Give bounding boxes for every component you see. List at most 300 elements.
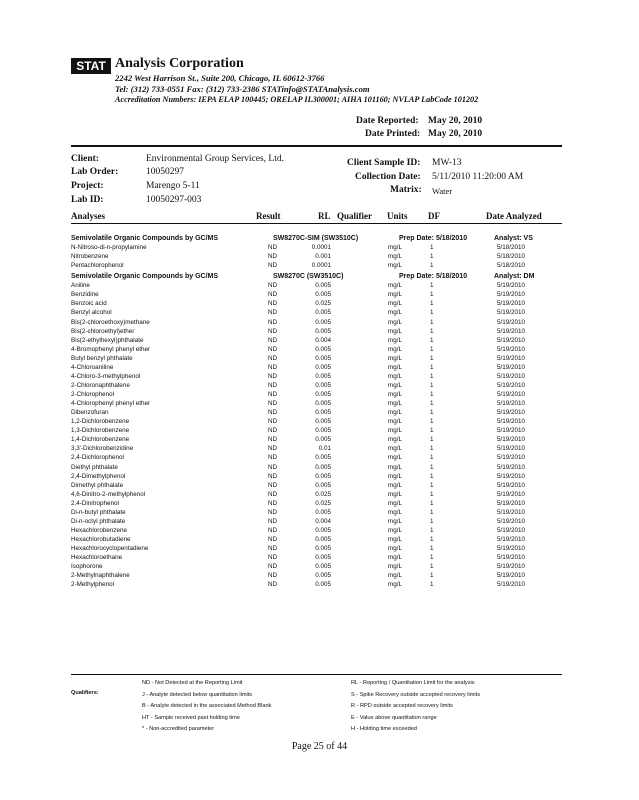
date-analyzed-value: 5/19/2010 bbox=[497, 381, 526, 389]
rl-value: 0.005 bbox=[315, 472, 331, 480]
section-analyst: Analyst: DM bbox=[494, 273, 535, 281]
analyte-name: 2-Chlorophenol bbox=[71, 391, 115, 399]
rl-value: 0.005 bbox=[315, 581, 331, 589]
units-value: mg/L bbox=[388, 262, 402, 270]
qualifier-legend-item: E - Value above quantitation range bbox=[351, 714, 437, 721]
section-analyst: Analyst: VS bbox=[494, 235, 533, 242]
rl-value: 0.001 bbox=[315, 253, 331, 261]
table-row bbox=[0, 490, 639, 499]
date-analyzed-value: 5/19/2010 bbox=[497, 526, 526, 534]
units-value: mg/L bbox=[388, 472, 402, 480]
date-analyzed-value: 5/19/2010 bbox=[497, 517, 526, 525]
df-value: 1 bbox=[430, 563, 434, 571]
section-name: Semivolatile Organic Compounds by GC/MS bbox=[71, 273, 219, 281]
col-analyses: Analyses bbox=[71, 211, 106, 221]
result-value: ND bbox=[268, 318, 278, 326]
df-value: 1 bbox=[430, 499, 434, 507]
col-rl: RL bbox=[318, 211, 331, 221]
df-value: 1 bbox=[430, 535, 434, 543]
table-row bbox=[0, 508, 639, 517]
df-value: 1 bbox=[430, 481, 434, 489]
stat-logo: STAT bbox=[71, 58, 111, 74]
analyte-name: 4-Chlorophenyl phenyl ether bbox=[71, 400, 151, 408]
result-value: ND bbox=[268, 244, 278, 252]
rl-value: 0.004 bbox=[315, 517, 331, 525]
analyte-name: 2,4-Dinitrophenol bbox=[71, 499, 119, 507]
qualifier-legend-item: ND - Not Detected at the Reporting Limit bbox=[142, 680, 243, 686]
analyte-name: Hexachlorobenzene bbox=[71, 526, 128, 534]
client-sample-id-value: MW-13 bbox=[432, 158, 462, 168]
date-analyzed-value: 5/19/2010 bbox=[497, 581, 526, 589]
analyte-name: Bis(2-chloroethoxy)methane bbox=[71, 318, 150, 326]
table-row bbox=[0, 281, 639, 290]
table-row bbox=[0, 417, 639, 426]
df-value: 1 bbox=[430, 372, 434, 380]
units-value: mg/L bbox=[388, 318, 402, 326]
analyte-name: Aniline bbox=[71, 282, 90, 290]
df-value: 1 bbox=[430, 463, 434, 471]
result-value: ND bbox=[268, 409, 278, 417]
analyte-name: Pentachlorophenol bbox=[71, 262, 124, 270]
table-row bbox=[0, 463, 639, 472]
rl-value: 0.005 bbox=[315, 309, 331, 317]
units-value: mg/L bbox=[388, 481, 402, 489]
table-row bbox=[0, 345, 639, 354]
df-value: 1 bbox=[430, 354, 434, 362]
result-value: ND bbox=[268, 554, 278, 562]
rl-value: 0.005 bbox=[315, 363, 331, 371]
table-row bbox=[0, 535, 639, 544]
rl-value: 0.005 bbox=[315, 345, 331, 353]
analyte-name: Benzoic acid bbox=[71, 300, 107, 308]
units-value: mg/L bbox=[388, 436, 402, 444]
qualifier-legend-item: R - RPD outside accepted recovery limits bbox=[351, 703, 453, 709]
result-value: ND bbox=[268, 572, 278, 580]
qualifier-legend-item: S - Spike Recovery outside accepted recovery limits bbox=[351, 691, 481, 698]
df-value: 1 bbox=[430, 445, 434, 453]
company-address: 2242 West Harrison St., Suite 200, Chicago, IL 60612-3766 bbox=[115, 73, 325, 83]
rl-value: 0.005 bbox=[315, 409, 331, 417]
df-value: 1 bbox=[430, 253, 434, 261]
rl-value: 0.005 bbox=[315, 563, 331, 571]
accreditation-numbers: Accreditation Numbers: IEPA ELAP 100445; ORELAP IL300001; AIHA 101160; NVLAP LabCode 101202 bbox=[115, 95, 479, 104]
analyte-name: 4-Chloro-3-methylphenol bbox=[71, 372, 141, 380]
units-value: mg/L bbox=[388, 327, 402, 335]
df-value: 1 bbox=[430, 418, 434, 426]
rl-value: 0.005 bbox=[315, 282, 331, 290]
date-printed-value: May 20, 2010 bbox=[428, 129, 483, 139]
rl-value: 0.005 bbox=[315, 400, 331, 408]
table-row bbox=[0, 426, 639, 435]
date-reported-label: Date Reported: bbox=[356, 116, 419, 126]
df-value: 1 bbox=[430, 345, 434, 353]
date-analyzed-value: 5/19/2010 bbox=[497, 372, 526, 380]
table-row bbox=[0, 290, 639, 299]
result-value: ND bbox=[268, 262, 278, 270]
rl-value: 0.005 bbox=[315, 454, 331, 462]
units-value: mg/L bbox=[388, 572, 402, 580]
result-value: ND bbox=[268, 391, 278, 399]
client-sample-id-label: Client Sample ID: bbox=[347, 158, 421, 168]
df-value: 1 bbox=[430, 327, 434, 335]
section-name: Semivolatile Organic Compounds by GC/MS bbox=[71, 235, 219, 242]
qualifier-legend-item: * - Non-accredited parameter bbox=[142, 726, 215, 732]
df-value: 1 bbox=[430, 436, 434, 444]
col-df: DF bbox=[428, 211, 440, 221]
units-value: mg/L bbox=[388, 445, 402, 453]
df-value: 1 bbox=[430, 581, 434, 589]
analyte-name: Isophorone bbox=[71, 563, 103, 571]
units-value: mg/L bbox=[388, 581, 402, 589]
section-prep-date: Prep Date: 5/18/2010 bbox=[399, 273, 468, 281]
section-method: SW8270C (SW3510C) bbox=[273, 273, 344, 281]
result-value: ND bbox=[268, 545, 278, 553]
df-value: 1 bbox=[430, 490, 434, 498]
table-row bbox=[0, 481, 639, 490]
table-row bbox=[0, 453, 639, 462]
table-row bbox=[0, 354, 639, 363]
units-value: mg/L bbox=[388, 381, 402, 389]
df-value: 1 bbox=[430, 318, 434, 326]
units-value: mg/L bbox=[388, 291, 402, 299]
df-value: 1 bbox=[430, 454, 434, 462]
result-value: ND bbox=[268, 472, 278, 480]
rl-value: 0.005 bbox=[315, 427, 331, 435]
result-value: ND bbox=[268, 309, 278, 317]
rl-value: 0.005 bbox=[315, 391, 331, 399]
date-analyzed-value: 5/19/2010 bbox=[497, 554, 526, 562]
result-value: ND bbox=[268, 354, 278, 362]
result-value: ND bbox=[268, 291, 278, 299]
header-divider bbox=[71, 145, 562, 147]
qualifier-legend-item: J - Analyte detected below quantitation limits bbox=[142, 691, 253, 698]
date-analyzed-value: 5/19/2010 bbox=[497, 463, 526, 471]
units-value: mg/L bbox=[388, 345, 402, 353]
rl-value: 0.005 bbox=[315, 372, 331, 380]
table-row bbox=[0, 308, 639, 317]
project-value: Marengo 5-11 bbox=[146, 181, 200, 191]
result-value: ND bbox=[268, 563, 278, 571]
rl-value: 0.025 bbox=[315, 490, 331, 498]
section-header bbox=[0, 234, 639, 243]
date-analyzed-value: 5/19/2010 bbox=[497, 481, 526, 489]
units-value: mg/L bbox=[388, 409, 402, 417]
date-analyzed-value: 5/19/2010 bbox=[497, 400, 526, 408]
table-row bbox=[0, 571, 639, 580]
units-value: mg/L bbox=[388, 363, 402, 371]
table-row bbox=[0, 399, 639, 408]
date-analyzed-value: 5/19/2010 bbox=[497, 363, 526, 371]
df-value: 1 bbox=[430, 545, 434, 553]
rl-value: 0.005 bbox=[315, 554, 331, 562]
analyte-name: Hexachlorocyclopentadiene bbox=[71, 545, 149, 553]
result-value: ND bbox=[268, 508, 278, 516]
table-row bbox=[0, 336, 639, 345]
analyte-name: Benzyl alcohol bbox=[71, 309, 112, 317]
df-value: 1 bbox=[430, 381, 434, 389]
date-analyzed-value: 5/19/2010 bbox=[497, 327, 526, 335]
units-value: mg/L bbox=[388, 391, 402, 399]
rl-value: 0.005 bbox=[315, 318, 331, 326]
table-row bbox=[0, 243, 639, 252]
units-value: mg/L bbox=[388, 309, 402, 317]
units-value: mg/L bbox=[388, 454, 402, 462]
units-value: mg/L bbox=[388, 545, 402, 553]
project-label: Project: bbox=[71, 181, 104, 191]
qualifier-legend-item: B - Analyte detected in the associated Method Blank bbox=[142, 703, 272, 709]
analyte-name: 2-Methylnaphthalene bbox=[71, 572, 130, 580]
rl-value: 0.005 bbox=[315, 327, 331, 335]
rl-value: 0.005 bbox=[315, 463, 331, 471]
result-value: ND bbox=[268, 581, 278, 589]
table-row bbox=[0, 390, 639, 399]
units-value: mg/L bbox=[388, 563, 402, 571]
matrix-value: Water bbox=[432, 186, 453, 196]
units-value: mg/L bbox=[388, 526, 402, 534]
column-header-divider bbox=[71, 223, 562, 224]
section-prep-date: Prep Date: 5/18/2010 bbox=[399, 235, 468, 242]
date-analyzed-value: 5/19/2010 bbox=[497, 336, 526, 344]
date-analyzed-value: 5/18/2010 bbox=[497, 262, 526, 270]
col-units: Units bbox=[387, 211, 408, 221]
table-row bbox=[0, 472, 639, 481]
result-value: ND bbox=[268, 427, 278, 435]
date-analyzed-value: 5/19/2010 bbox=[497, 563, 526, 571]
df-value: 1 bbox=[430, 572, 434, 580]
date-analyzed-value: 5/19/2010 bbox=[497, 318, 526, 326]
analyte-name: 2-Chloronaphthalene bbox=[71, 381, 130, 389]
analyte-name: 2,4-Dimethylphenol bbox=[71, 472, 126, 480]
table-row bbox=[0, 526, 639, 535]
client-value: Environmental Group Services, Ltd. bbox=[146, 154, 284, 164]
result-value: ND bbox=[268, 381, 278, 389]
df-value: 1 bbox=[430, 282, 434, 290]
df-value: 1 bbox=[430, 526, 434, 534]
result-value: ND bbox=[268, 327, 278, 335]
units-value: mg/L bbox=[388, 400, 402, 408]
col-date-analyzed: Date Analyzed bbox=[486, 211, 542, 221]
units-value: mg/L bbox=[388, 300, 402, 308]
result-value: ND bbox=[268, 418, 278, 426]
date-printed-label: Date Printed: bbox=[365, 129, 421, 139]
result-value: ND bbox=[268, 490, 278, 498]
analyte-name: Nitrobenzene bbox=[71, 253, 109, 261]
units-value: mg/L bbox=[388, 354, 402, 362]
page-number: Page 25 of 44 bbox=[291, 741, 348, 752]
result-value: ND bbox=[268, 345, 278, 353]
analyte-name: 1,2-Dichlorobenzene bbox=[71, 418, 130, 426]
collection-date-value: 5/11/2010 11:20:00 AM bbox=[432, 172, 524, 182]
date-analyzed-value: 5/19/2010 bbox=[497, 409, 526, 417]
table-row bbox=[0, 517, 639, 526]
units-value: mg/L bbox=[388, 463, 402, 471]
rl-value: 0.005 bbox=[315, 291, 331, 299]
analyte-name: Hexachloroethane bbox=[71, 554, 123, 562]
rl-value: 0.01 bbox=[318, 445, 331, 453]
df-value: 1 bbox=[430, 300, 434, 308]
date-analyzed-value: 5/19/2010 bbox=[497, 490, 526, 498]
date-analyzed-value: 5/19/2010 bbox=[497, 472, 526, 480]
result-value: ND bbox=[268, 535, 278, 543]
analyte-name: 2-Methylphenol bbox=[71, 581, 115, 589]
lab-id-label: Lab ID: bbox=[71, 195, 104, 205]
analyte-name: Bis(2-chloroethyl)ether bbox=[71, 327, 135, 335]
result-value: ND bbox=[268, 336, 278, 344]
units-value: mg/L bbox=[388, 336, 402, 344]
analyte-name: Hexachlorobutadiene bbox=[71, 535, 131, 543]
result-value: ND bbox=[268, 481, 278, 489]
date-analyzed-value: 5/19/2010 bbox=[497, 354, 526, 362]
result-value: ND bbox=[268, 363, 278, 371]
units-value: mg/L bbox=[388, 499, 402, 507]
df-value: 1 bbox=[430, 409, 434, 417]
lab-id-value: 10050297-003 bbox=[146, 195, 202, 205]
table-row bbox=[0, 327, 639, 336]
date-analyzed-value: 5/19/2010 bbox=[497, 454, 526, 462]
df-value: 1 bbox=[430, 244, 434, 252]
lab-order-value: 10050297 bbox=[146, 167, 184, 177]
collection-date-label: Collection Date: bbox=[355, 172, 421, 182]
result-value: ND bbox=[268, 517, 278, 525]
df-value: 1 bbox=[430, 472, 434, 480]
df-value: 1 bbox=[430, 363, 434, 371]
result-value: ND bbox=[268, 372, 278, 380]
result-value: ND bbox=[268, 300, 278, 308]
client-label: Client: bbox=[71, 154, 99, 164]
date-analyzed-value: 5/19/2010 bbox=[497, 345, 526, 353]
units-value: mg/L bbox=[388, 372, 402, 380]
df-value: 1 bbox=[430, 554, 434, 562]
rl-value: 0.005 bbox=[315, 436, 331, 444]
rl-value: 0.005 bbox=[315, 526, 331, 534]
rl-value: 0.005 bbox=[315, 481, 331, 489]
table-row bbox=[0, 544, 639, 553]
date-analyzed-value: 5/19/2010 bbox=[497, 427, 526, 435]
analyte-name: Dimethyl phthalate bbox=[71, 481, 124, 489]
col-result: Result bbox=[256, 211, 281, 221]
table-row bbox=[0, 381, 639, 390]
analyte-name: Benzidine bbox=[71, 291, 99, 299]
company-name: Analysis Corporation bbox=[115, 56, 244, 71]
date-analyzed-value: 5/19/2010 bbox=[497, 499, 526, 507]
table-row bbox=[0, 261, 639, 270]
analyte-name: Butyl benzyl phthalate bbox=[71, 354, 133, 362]
analyte-name: 2,4-Dichlorophenol bbox=[71, 454, 124, 462]
units-value: mg/L bbox=[388, 535, 402, 543]
rl-value: 0.0001 bbox=[311, 262, 331, 270]
rl-value: 0.0001 bbox=[311, 244, 331, 252]
df-value: 1 bbox=[430, 262, 434, 270]
units-value: mg/L bbox=[388, 427, 402, 435]
lab-order-label: Lab Order: bbox=[71, 167, 119, 177]
table-row bbox=[0, 318, 639, 327]
analyte-name: 4,6-Dinitro-2-methylphenol bbox=[71, 490, 146, 498]
units-value: mg/L bbox=[388, 282, 402, 290]
df-value: 1 bbox=[430, 336, 434, 344]
result-value: ND bbox=[268, 436, 278, 444]
section-header bbox=[0, 272, 639, 281]
units-value: mg/L bbox=[388, 517, 402, 525]
df-value: 1 bbox=[430, 508, 434, 516]
date-analyzed-value: 5/19/2010 bbox=[497, 418, 526, 426]
analyte-name: 1,3-Dichlorobenzene bbox=[71, 427, 130, 435]
company-contact: Tel: (312) 733-0551 Fax: (312) 733-2386 STATinfo@STATAnalysis.com bbox=[115, 84, 370, 94]
date-analyzed-value: 5/19/2010 bbox=[497, 545, 526, 553]
qualifiers-label: Qualifiers: bbox=[71, 690, 99, 696]
analyte-name: Di-n-octyl phthalate bbox=[71, 517, 126, 525]
df-value: 1 bbox=[430, 517, 434, 525]
date-analyzed-value: 5/18/2010 bbox=[497, 253, 526, 261]
units-value: mg/L bbox=[388, 253, 402, 261]
df-value: 1 bbox=[430, 309, 434, 317]
result-value: ND bbox=[268, 253, 278, 261]
table-row bbox=[0, 562, 639, 571]
date-reported-value: May 20, 2010 bbox=[428, 116, 483, 126]
rl-value: 0.004 bbox=[315, 336, 331, 344]
result-value: ND bbox=[268, 282, 278, 290]
analyte-name: 4-Chloroaniline bbox=[71, 363, 114, 371]
result-value: ND bbox=[268, 400, 278, 408]
analyte-name: Dibenzofuran bbox=[71, 409, 109, 417]
rl-value: 0.025 bbox=[315, 499, 331, 507]
result-value: ND bbox=[268, 454, 278, 462]
units-value: mg/L bbox=[388, 508, 402, 516]
qualifier-legend-item: H - Holding time exceeded bbox=[351, 726, 417, 732]
date-analyzed-value: 5/19/2010 bbox=[497, 436, 526, 444]
result-value: ND bbox=[268, 526, 278, 534]
table-row bbox=[0, 444, 639, 453]
rl-value: 0.025 bbox=[315, 300, 331, 308]
analyte-name: Bis(2-ethylhexyl)phthalate bbox=[71, 336, 144, 344]
result-value: ND bbox=[268, 463, 278, 471]
date-analyzed-value: 5/19/2010 bbox=[497, 445, 526, 453]
rl-value: 0.005 bbox=[315, 381, 331, 389]
matrix-label: Matrix: bbox=[390, 185, 422, 195]
table-row bbox=[0, 499, 639, 508]
qualifier-legend-item: RL - Reporting / Quantitation Limit for the analysis bbox=[351, 680, 475, 686]
qualifier-legend-item: HT - Sample received past holding time bbox=[142, 714, 240, 721]
rl-value: 0.005 bbox=[315, 354, 331, 362]
analyte-name: Di-n-butyl phthalate bbox=[71, 508, 126, 516]
analyte-name: 4-Bromophenyl phenyl ether bbox=[71, 345, 151, 353]
date-analyzed-value: 5/19/2010 bbox=[497, 282, 526, 290]
result-value: ND bbox=[268, 445, 278, 453]
rl-value: 0.005 bbox=[315, 535, 331, 543]
date-analyzed-value: 5/19/2010 bbox=[497, 535, 526, 543]
analyte-name: Diethyl phthalate bbox=[71, 463, 118, 471]
df-value: 1 bbox=[430, 391, 434, 399]
analyte-name: 1,4-Dichlorobenzene bbox=[71, 436, 130, 444]
table-row bbox=[0, 408, 639, 417]
date-analyzed-value: 5/19/2010 bbox=[497, 291, 526, 299]
date-analyzed-value: 5/19/2010 bbox=[497, 309, 526, 317]
analyte-name: 3,3'-Dichlorobenzidine bbox=[71, 445, 134, 453]
analyte-name: N-Nitroso-di-n-propylamine bbox=[71, 244, 147, 252]
result-value: ND bbox=[268, 499, 278, 507]
table-row bbox=[0, 363, 639, 372]
table-row bbox=[0, 553, 639, 562]
table-row bbox=[0, 299, 639, 308]
rl-value: 0.005 bbox=[315, 545, 331, 553]
df-value: 1 bbox=[430, 427, 434, 435]
legend-divider bbox=[71, 674, 562, 675]
units-value: mg/L bbox=[388, 490, 402, 498]
date-analyzed-value: 5/19/2010 bbox=[497, 391, 526, 399]
units-value: mg/L bbox=[388, 554, 402, 562]
date-analyzed-value: 5/19/2010 bbox=[497, 572, 526, 580]
rl-value: 0.005 bbox=[315, 572, 331, 580]
df-value: 1 bbox=[430, 291, 434, 299]
